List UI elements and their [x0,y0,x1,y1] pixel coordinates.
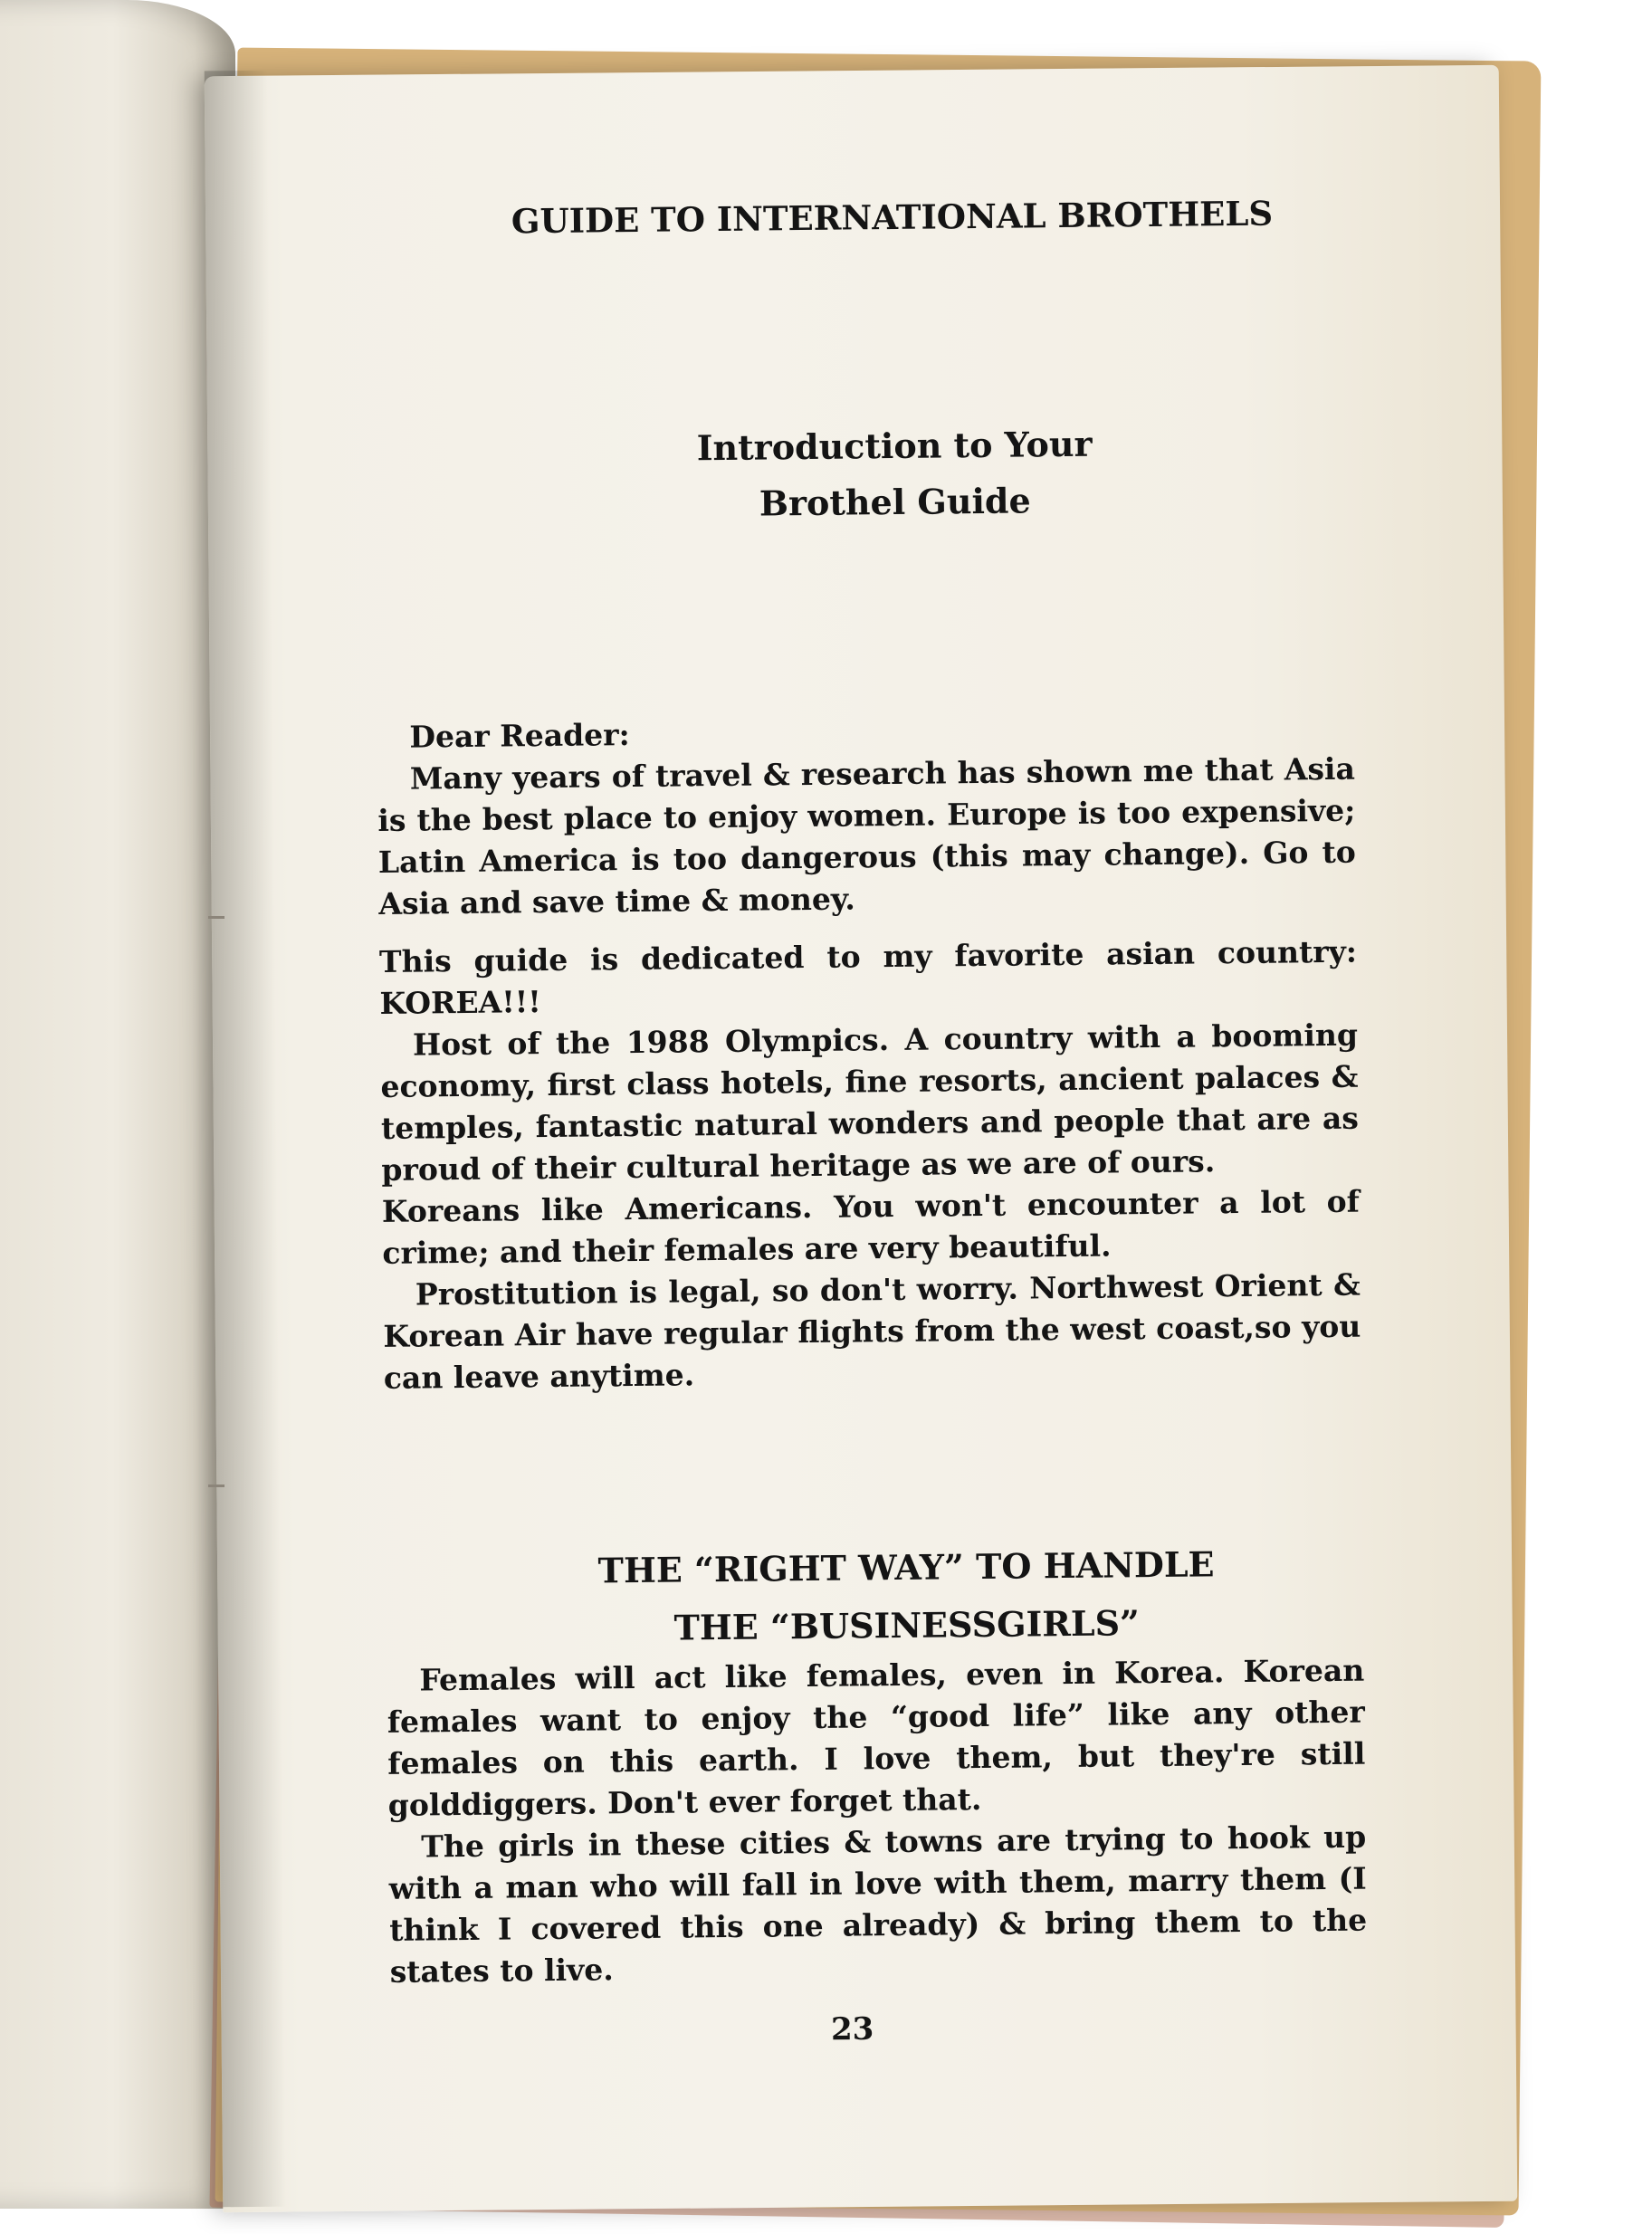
handling-paragraph: Females will act like females, even in Korea. Korean females want to enjoy the “good life” like any other females on this earth. I love them, but they're still golddiggers. Don't ever forget that. [387,1652,1366,1823]
binding-stitch [208,1485,224,1487]
intro-paragraph: Prostitution is legal, so don't worry. Northwest Orient & Korean Air have regular flights from the west coast,so you can leave anytime. [383,1266,1361,1396]
page-number: 23 [830,2010,874,2048]
handling-title [449,1534,1364,1660]
handling-title-line-2: THE “BUSINESSGIRLS” [673,1602,1141,1648]
intro-title-line-1: Introduction to Your [696,423,1093,469]
intro-title [437,414,1352,536]
intro-paragraph: Many years of travel & research has shown me that Asia is the best place to enjoy women. Europe is too expensive; Latin America is too dangerous (this may change). Go to Asia and save time & money. [377,750,1357,921]
intro-paragraph: This guide is dedicated to my favorite asian country: KOREA!!! [378,933,1358,1021]
intro-title-line-2: Brothel Guide [759,480,1031,524]
intro-paragraph: Host of the 1988 Olympics. A country with a booming economy, first class hotels, fine resorts, ancient palaces & temples, fantastic natural wonders and people that are as proud of their cultural heritage as we are of ours. [380,1017,1360,1188]
running-head: GUIDE TO INTERNATIONAL BROTHELS [511,193,1274,242]
handling-paragraph: The girls in these cities & towns are trying to hook up with a man who will fall in love with them, marry them (I think I covered this one already) & bring them to the states to live. [388,1819,1368,1990]
left-facing-page [0,0,235,2209]
intro-paragraph: Koreans like Americans. You won't encounter a lot of crime; and their females are very beautiful. [381,1183,1361,1271]
binding-stitch [208,916,224,919]
page-content [371,171,1368,1993]
handling-title-line-1: THE “RIGHT WAY” TO HANDLE [597,1543,1215,1591]
salutation: Dear Reader: [409,717,630,755]
